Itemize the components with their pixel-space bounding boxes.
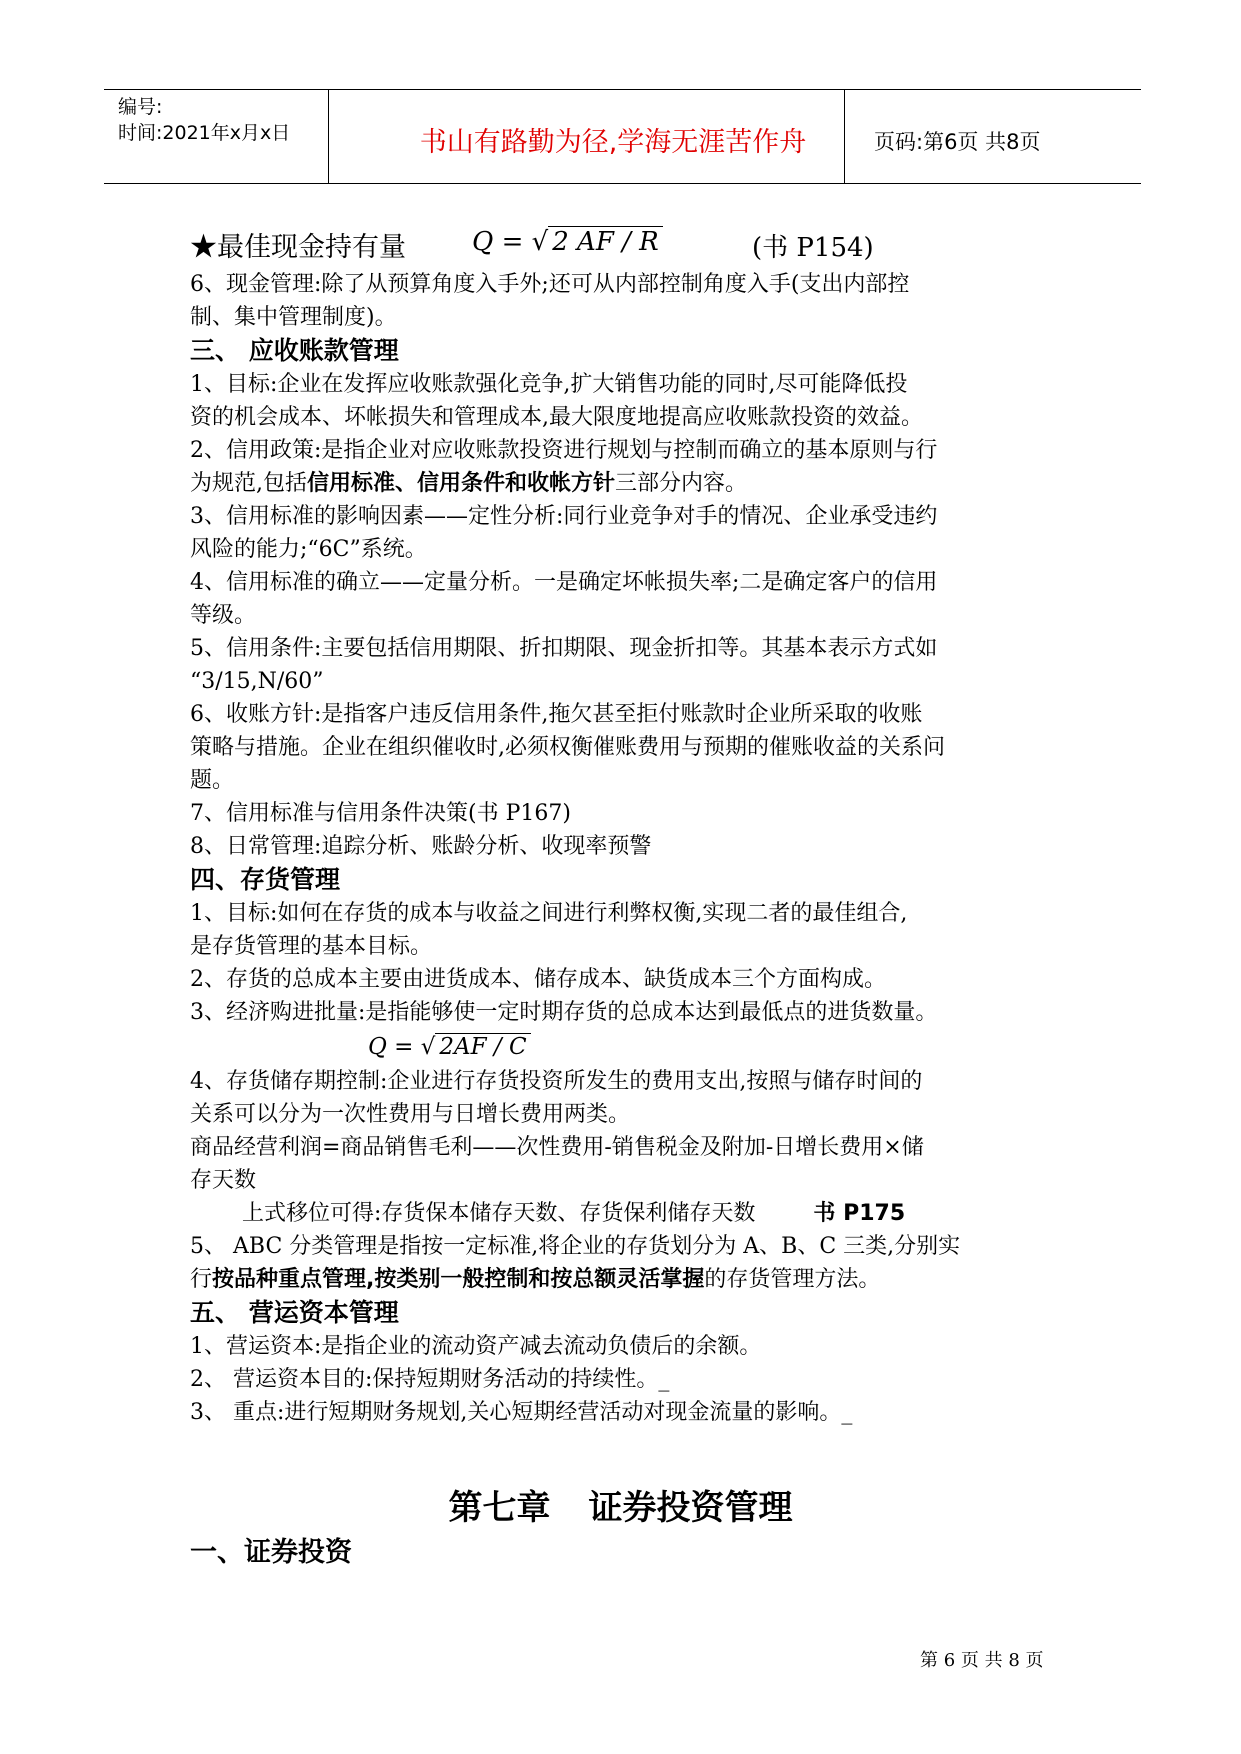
header-number: 编号: [118,96,163,118]
section-heading-receivables: 三、 应收账款管理 [190,336,399,365]
chapter-title: 证券投资管理 [588,1488,793,1528]
text-line: 3、信用标准的影响因素——定性分析:同行业竞争对手的情况、企业承受违约 [190,504,938,529]
credit-policy-line: 为规范,包括信用标准、信用条件和收帐方针三部分内容。 [190,471,748,496]
page-body [190,228,1070,1429]
section-heading-inventory: 四、存货管理 [190,865,341,894]
page-footer: 第 6 页 共 8 页 [920,1650,1044,1671]
text-line: 制、集中管理制度)。 [190,305,397,330]
abc-method-line: 行按品种重点管理,按类别一般控制和按总额灵活掌握的存货管理方法。 [190,1267,881,1292]
text-line: 4、存货储存期控制:企业进行存货投资所发生的费用支出,按照与储存时间的 [190,1069,923,1094]
text-line: 4、信用标准的确立——定量分析。一是确定坏帐损失率;二是确定客户的信用 [190,570,938,595]
text-line: 6、现金管理:除了从预算角度入手外;还可从内部控制角度入手(支出内部控 [190,272,910,297]
text-line: 5、信用条件:主要包括信用期限、折扣期限、现金折扣等。其基本表示方式如 [190,636,938,661]
text-line: 资的机会成本、坏帐损失和管理成本,最大限度地提高应收账款投资的效益。 [190,405,923,430]
text-line: 1、营运资本:是指企业的流动资产减去流动负债后的余额。 [190,1334,762,1359]
text-line: 5、 ABC 分类管理是指按一定标准,将企业的存货划分为 A、B、C 三类,分别实 [190,1234,961,1259]
shift-formula-line: 上式移位可得:存货保本储存天数、存货保利储存天数 书 P175 [242,1201,906,1226]
chapter-number: 第七章 [448,1488,551,1528]
book-reference-p175: 书 P175 [813,1201,906,1226]
header-divider-left [328,90,329,183]
text-line: 存天数 [190,1168,257,1193]
page-header [104,89,1141,184]
text-line: “3/15,N/60” [190,669,324,694]
text-line: 1、目标:企业在发挥应收账款强化竞争,扩大销售功能的同时,尽可能降低投 [190,372,908,397]
text-line: 6、收账方针:是指客户违反信用条件,拖欠甚至拒付账款时企业所采取的收账 [190,702,923,727]
book-reference-p154: (书 P154) [752,233,874,263]
optimal-cash-title: ★最佳现金持有量 [190,232,406,263]
text-line: 2、 营运资本目的:保持短期财务活动的持续性。_ [190,1367,670,1392]
text-line: 是存货管理的基本目标。 [190,934,433,959]
header-page-number: 页码:第6页 共8页 [874,130,1041,154]
text-line: 3、 重点:进行短期财务规划,关心短期经营活动对现金流量的影响。_ [190,1400,853,1425]
text-line: 等级。 [190,603,257,628]
header-meta [118,94,290,146]
text-line: 商品经营利润=商品销售毛利——次性费用-销售税金及附加-日增长费用×储 [190,1135,924,1160]
text-line: 题。 [190,768,235,793]
text-line: 2、信用政策:是指企业对应收账款投资进行规划与控制而确立的基本原则与行 [190,438,938,463]
header-motto: 书山有路勤为径,学海无涯苦作舟 [419,127,807,158]
section-heading-securities: 一、证券投资 [190,1537,352,1568]
text-line: 关系可以分为一次性费用与日增长费用两类。 [190,1102,631,1127]
optimal-cash-formula: Q = √ 2 AF / R [472,222,663,262]
text-line: 策略与措施。企业在组织催收时,必须权衡催账费用与预期的催账收益的关系问 [190,735,945,760]
chapter-heading [0,1480,1241,1529]
text-line: 3、经济购进批量:是指能够使一定时期存货的总成本达到最低点的进货数量。 [190,1000,938,1025]
section-heading-working-capital: 五、 营运资本管理 [190,1298,399,1327]
text-line: 7、信用标准与信用条件决策(书 P167) [190,801,571,826]
text-line: 8、日常管理:追踪分析、账龄分析、收现率预警 [190,834,652,859]
text-line: 2、存货的总成本主要由进货成本、储存成本、缺货成本三个方面构成。 [190,967,886,992]
header-time: 时间:2021年x月x日 [118,122,291,144]
header-divider-right [844,90,845,183]
text-line: 风险的能力;“6C”系统。 [190,537,427,562]
economic-order-quantity-formula: Q = √ 2AF / C [190,1029,1070,1065]
optimal-cash-line [190,228,1070,268]
text-line: 1、目标:如何在存货的成本与收益之间进行利弊权衡,实现二者的最佳组合, [190,901,908,926]
